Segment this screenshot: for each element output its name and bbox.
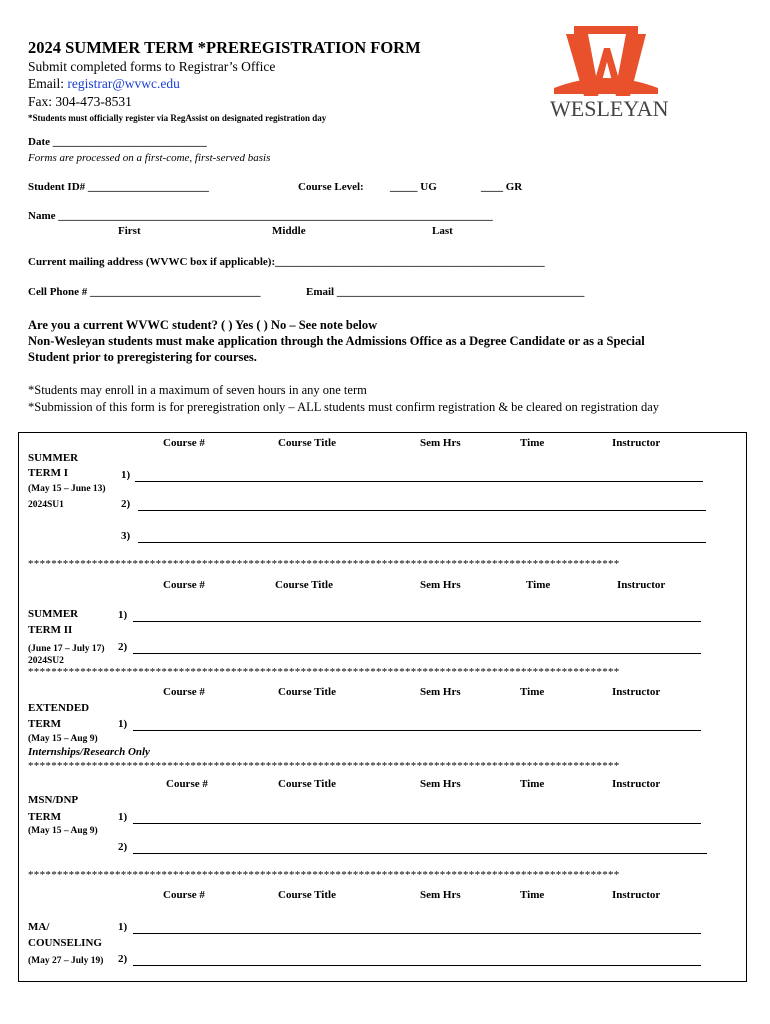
term-name: TERM I: [28, 467, 69, 479]
col-instructor: Instructor: [612, 889, 661, 901]
wesleyan-wordmark: WESLEYAN: [550, 96, 669, 121]
col-time: Time: [520, 889, 545, 901]
col-time: Time: [520, 686, 545, 698]
current-student-question[interactable]: Are you a current WVWC student? ( ) Yes ( ) No – See note below: [28, 318, 378, 332]
row-number: 1): [118, 811, 128, 823]
col-course: Course #: [166, 778, 208, 790]
email-label: Email:: [28, 76, 68, 91]
col-hrs: Sem Hrs: [420, 437, 461, 449]
col-instructor: Instructor: [612, 686, 661, 698]
email-field[interactable]: Email _____________________________________________: [306, 286, 585, 298]
col-time: Time: [520, 778, 545, 790]
last-label: Last: [432, 225, 453, 237]
col-time: Time: [520, 437, 545, 449]
col-hrs: Sem Hrs: [420, 686, 461, 698]
col-course: Course #: [163, 889, 205, 901]
term-note: Internships/Research Only: [28, 746, 150, 758]
col-hrs: Sem Hrs: [420, 579, 461, 591]
middle-label: Middle: [272, 225, 306, 237]
term-dates: (May 15 – Aug 9): [28, 734, 98, 744]
section-divider: ******************************************************************************************************: [28, 869, 620, 881]
term-name: SUMMER: [28, 608, 79, 620]
term-name: COUNSELING: [28, 937, 102, 949]
row-number: 1): [121, 469, 131, 481]
wesleyan-logo: [548, 24, 669, 124]
col-course: Course #: [163, 437, 205, 449]
row-number: 3): [121, 530, 131, 542]
course-line[interactable]: [138, 510, 706, 511]
first-label: First: [118, 225, 141, 237]
row-number: 2): [121, 498, 131, 510]
processed-note: Forms are processed on a first-come, first-served basis: [28, 152, 271, 164]
term-name: EXTENDED: [28, 702, 90, 714]
course-level-label: Course Level:: [298, 181, 364, 193]
section-divider: ******************************************************************************************************: [28, 558, 620, 570]
course-line[interactable]: [135, 481, 703, 482]
section-divider: ******************************************************************************************************: [28, 760, 620, 772]
regassist-note: *Students must officially register via RegAssist on designated registration day: [28, 113, 327, 123]
course-line[interactable]: [133, 621, 701, 622]
row-number: 2): [118, 953, 128, 965]
course-line[interactable]: [133, 823, 701, 824]
term-dates: (May 15 – June 13): [28, 484, 106, 494]
submission-note: *Submission of this form is for preregistration only – ALL students must confirm registration & be cleared on registration day: [28, 400, 660, 414]
term-dates: (May 15 – Aug 9): [28, 826, 98, 836]
enroll-note: *Students may enroll in a maximum of seven hours in any one term: [28, 383, 367, 397]
form-title: 2024 SUMMER TERM *PREREGISTRATION FORM: [28, 38, 421, 57]
address-field[interactable]: Current mailing address (WVWC box if applicable):_________________________________________________: [28, 256, 545, 268]
col-hrs: Sem Hrs: [420, 889, 461, 901]
registrar-email-link[interactable]: registrar@wvwc.edu: [67, 76, 180, 91]
col-instructor: Instructor: [612, 437, 661, 449]
fax-line: Fax: 304-473-8531: [28, 94, 132, 109]
term-name: TERM: [28, 811, 61, 823]
term-code: 2024SU1: [28, 500, 64, 510]
col-title: Course Title: [278, 778, 336, 790]
name-field[interactable]: Name _______________________________________________________________________________: [28, 210, 493, 222]
date-field[interactable]: Date ____________________________: [28, 136, 207, 148]
term-dates: (May 27 – July 19): [28, 956, 104, 966]
term-code: 2024SU2: [28, 656, 64, 666]
term-name: SUMMER: [28, 452, 79, 464]
row-number: 1): [118, 921, 128, 933]
row-number: 2): [118, 641, 128, 653]
non-wesleyan-note-2: Student prior to preregistering for courses.: [28, 350, 257, 364]
term-name: MSN/DNP: [28, 794, 79, 806]
term-name: TERM II: [28, 624, 73, 636]
term-name: MA/: [28, 921, 50, 933]
term-name: TERM: [28, 718, 61, 730]
col-course: Course #: [163, 579, 205, 591]
non-wesleyan-note-1: Non-Wesleyan students must make application through the Admissions Office as a Degree Candidate or as a Special: [28, 334, 645, 348]
row-number: 2): [118, 841, 128, 853]
cell-phone-field[interactable]: Cell Phone # _______________________________: [28, 286, 261, 298]
course-line[interactable]: [133, 653, 701, 654]
course-line[interactable]: [133, 730, 701, 731]
row-number: 1): [118, 609, 128, 621]
col-hrs: Sem Hrs: [420, 778, 461, 790]
col-time: Time: [526, 579, 551, 591]
email-line: [28, 76, 180, 92]
col-title: Course Title: [278, 889, 336, 901]
course-line[interactable]: [133, 933, 701, 934]
col-title: Course Title: [278, 686, 336, 698]
ug-option[interactable]: _____ UG: [390, 181, 437, 193]
col-course: Course #: [163, 686, 205, 698]
col-title: Course Title: [278, 437, 336, 449]
gr-option[interactable]: ____ GR: [481, 181, 523, 193]
term-dates: (June 17 – July 17): [28, 644, 105, 654]
course-line[interactable]: [138, 542, 706, 543]
col-instructor: Instructor: [617, 579, 666, 591]
col-title: Course Title: [275, 579, 333, 591]
course-line[interactable]: [133, 853, 707, 854]
student-id-field[interactable]: Student ID# ______________________: [28, 181, 209, 193]
section-divider: ******************************************************************************************************: [28, 666, 620, 678]
col-instructor: Instructor: [612, 778, 661, 790]
row-number: 1): [118, 718, 128, 730]
course-line[interactable]: [133, 965, 701, 966]
submit-line: Submit completed forms to Registrar’s Office: [28, 59, 276, 74]
